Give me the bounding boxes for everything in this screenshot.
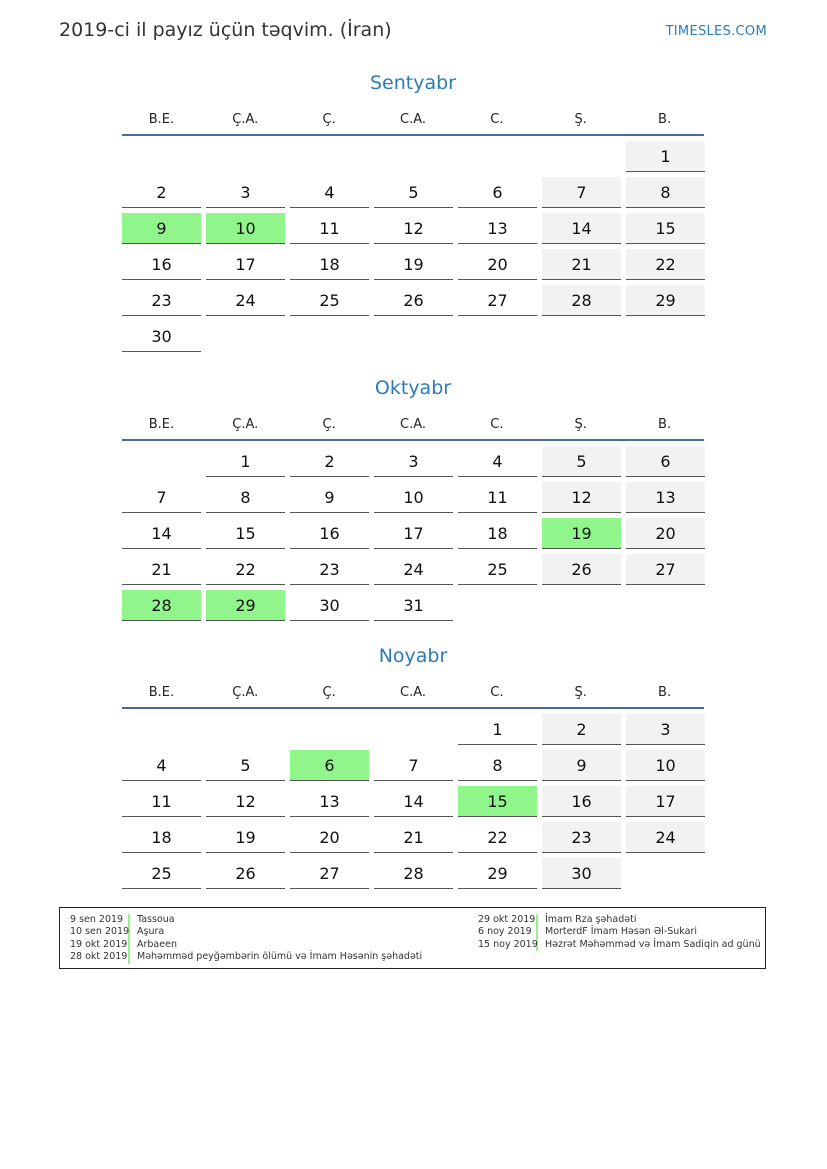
day-cell: 26 bbox=[206, 858, 285, 889]
weekday-label: C.A. bbox=[400, 112, 427, 127]
day-cell: 24 bbox=[206, 285, 285, 316]
site-link[interactable]: TIMESLES.COM bbox=[665, 24, 767, 39]
day-cell: 3 bbox=[374, 446, 453, 477]
weekday-label: C.A. bbox=[400, 685, 427, 700]
day-cell: 4 bbox=[122, 750, 201, 781]
weekday-label: B. bbox=[658, 112, 672, 127]
empty-cell bbox=[458, 141, 537, 172]
weekday-label: C. bbox=[490, 112, 504, 127]
day-cell: 31 bbox=[374, 590, 453, 621]
day-cell: 23 bbox=[122, 285, 201, 316]
day-grid bbox=[122, 446, 704, 621]
legend-date: 6 noy 2019 bbox=[468, 926, 538, 938]
day-cell: 27 bbox=[626, 554, 705, 585]
legend-date: 29 okt 2019 bbox=[468, 914, 538, 926]
holiday-day-cell: 15 bbox=[458, 786, 537, 817]
month-title: Noyabr bbox=[378, 645, 448, 667]
day-cell: 6 bbox=[458, 177, 537, 208]
weekday-label: C. bbox=[490, 685, 504, 700]
day-cell: 17 bbox=[626, 786, 705, 817]
empty-cell bbox=[122, 446, 201, 477]
day-cell: 26 bbox=[374, 285, 453, 316]
empty-cell bbox=[206, 141, 285, 172]
legend-date: 19 okt 2019 bbox=[60, 939, 130, 951]
day-cell: 9 bbox=[290, 482, 369, 513]
day-cell: 1 bbox=[458, 714, 537, 745]
day-cell: 1 bbox=[206, 446, 285, 477]
day-cell: 28 bbox=[542, 285, 621, 316]
day-cell: 25 bbox=[122, 858, 201, 889]
day-cell: 30 bbox=[542, 858, 621, 889]
weekday-label: Ç. bbox=[322, 417, 336, 432]
day-cell: 18 bbox=[290, 249, 369, 280]
weekday-label: B.E. bbox=[148, 112, 175, 127]
day-cell: 22 bbox=[626, 249, 705, 280]
day-cell: 7 bbox=[374, 750, 453, 781]
day-cell: 7 bbox=[542, 177, 621, 208]
day-cell: 12 bbox=[542, 482, 621, 513]
day-cell: 19 bbox=[206, 822, 285, 853]
month-september bbox=[122, 70, 704, 352]
day-cell: 29 bbox=[626, 285, 705, 316]
weekday-label: B.E. bbox=[148, 417, 175, 432]
day-cell: 23 bbox=[290, 554, 369, 585]
day-cell: 2 bbox=[290, 446, 369, 477]
day-cell: 15 bbox=[206, 518, 285, 549]
day-cell: 16 bbox=[122, 249, 201, 280]
day-cell: 8 bbox=[458, 750, 537, 781]
day-cell: 18 bbox=[458, 518, 537, 549]
legend-row bbox=[468, 926, 761, 938]
holiday-legend bbox=[59, 907, 766, 969]
day-cell: 14 bbox=[122, 518, 201, 549]
day-cell: 8 bbox=[206, 482, 285, 513]
day-cell: 16 bbox=[290, 518, 369, 549]
empty-cell bbox=[374, 141, 453, 172]
day-cell: 10 bbox=[626, 750, 705, 781]
day-cell: 11 bbox=[290, 213, 369, 244]
weekday-label: Ç.A. bbox=[232, 685, 259, 700]
day-cell: 6 bbox=[626, 446, 705, 477]
holiday-day-cell: 19 bbox=[542, 518, 621, 549]
day-cell: 2 bbox=[542, 714, 621, 745]
day-cell: 2 bbox=[122, 177, 201, 208]
empty-cell bbox=[542, 141, 621, 172]
day-cell: 3 bbox=[206, 177, 285, 208]
day-cell: 19 bbox=[374, 249, 453, 280]
day-cell: 13 bbox=[458, 213, 537, 244]
day-cell: 5 bbox=[206, 750, 285, 781]
legend-row bbox=[60, 926, 422, 938]
day-cell: 13 bbox=[290, 786, 369, 817]
legend-holiday-name: Aşura bbox=[137, 926, 165, 938]
day-grid bbox=[122, 714, 704, 889]
day-cell: 7 bbox=[122, 482, 201, 513]
weekday-label: Ş. bbox=[574, 417, 587, 432]
day-cell: 16 bbox=[542, 786, 621, 817]
holiday-day-cell: 6 bbox=[290, 750, 369, 781]
day-cell: 21 bbox=[542, 249, 621, 280]
legend-column-right bbox=[468, 914, 761, 951]
day-cell: 3 bbox=[626, 714, 705, 745]
day-cell: 9 bbox=[542, 750, 621, 781]
empty-cell bbox=[122, 714, 201, 745]
day-cell: 14 bbox=[542, 213, 621, 244]
empty-cell bbox=[290, 141, 369, 172]
weekday-label: B.E. bbox=[148, 685, 175, 700]
holiday-day-cell: 28 bbox=[122, 590, 201, 621]
day-cell: 24 bbox=[374, 554, 453, 585]
day-cell: 11 bbox=[122, 786, 201, 817]
day-cell: 27 bbox=[458, 285, 537, 316]
day-cell: 22 bbox=[458, 822, 537, 853]
day-cell: 21 bbox=[122, 554, 201, 585]
page-title: 2019-ci il payız üçün təqvim. (İran) bbox=[59, 19, 392, 41]
empty-cell bbox=[374, 714, 453, 745]
legend-row bbox=[60, 951, 422, 963]
weekday-label: Ç. bbox=[322, 685, 336, 700]
weekday-label: C. bbox=[490, 417, 504, 432]
month-title: Oktyabr bbox=[374, 377, 452, 399]
empty-cell bbox=[290, 714, 369, 745]
day-cell: 1 bbox=[626, 141, 705, 172]
weekday-label: B. bbox=[658, 685, 672, 700]
day-cell: 17 bbox=[206, 249, 285, 280]
weekday-header bbox=[122, 685, 704, 709]
weekday-label: Ç. bbox=[322, 112, 336, 127]
day-cell: 20 bbox=[626, 518, 705, 549]
day-cell: 5 bbox=[374, 177, 453, 208]
day-cell: 15 bbox=[626, 213, 705, 244]
legend-date: 9 sen 2019 bbox=[60, 914, 130, 926]
day-cell: 23 bbox=[542, 822, 621, 853]
day-cell: 30 bbox=[290, 590, 369, 621]
legend-row bbox=[468, 914, 761, 926]
day-cell: 4 bbox=[290, 177, 369, 208]
day-cell: 21 bbox=[374, 822, 453, 853]
day-cell: 17 bbox=[374, 518, 453, 549]
month-october bbox=[122, 375, 704, 621]
month-title: Sentyabr bbox=[369, 72, 456, 94]
weekday-label: Ç.A. bbox=[232, 112, 259, 127]
holiday-day-cell: 9 bbox=[122, 213, 201, 244]
weekday-header bbox=[122, 112, 704, 136]
legend-holiday-name: Həzrət Məhəmməd və İmam Sadiqin ad günü bbox=[545, 938, 761, 950]
legend-column-left bbox=[60, 914, 422, 964]
legend-holiday-name: Tassoua bbox=[137, 914, 175, 925]
weekday-label: Ş. bbox=[574, 685, 587, 700]
day-cell: 22 bbox=[206, 554, 285, 585]
day-cell: 25 bbox=[290, 285, 369, 316]
day-grid bbox=[122, 141, 704, 352]
day-cell: 29 bbox=[458, 858, 537, 889]
empty-cell bbox=[206, 714, 285, 745]
day-cell: 8 bbox=[626, 177, 705, 208]
month-november bbox=[122, 643, 704, 889]
weekday-label: Ç.A. bbox=[232, 417, 259, 432]
weekday-label: Ş. bbox=[574, 112, 587, 127]
day-cell: 13 bbox=[626, 482, 705, 513]
day-cell: 24 bbox=[626, 822, 705, 853]
legend-row bbox=[60, 939, 422, 951]
day-cell: 20 bbox=[290, 822, 369, 853]
legend-holiday-name: Arbaeen bbox=[137, 938, 177, 950]
day-cell: 18 bbox=[122, 822, 201, 853]
day-cell: 27 bbox=[290, 858, 369, 889]
day-cell: 12 bbox=[206, 786, 285, 817]
holiday-day-cell: 29 bbox=[206, 590, 285, 621]
day-cell: 28 bbox=[374, 858, 453, 889]
day-cell: 20 bbox=[458, 249, 537, 280]
legend-date: 15 noy 2019 bbox=[468, 939, 538, 951]
day-cell: 30 bbox=[122, 321, 201, 352]
day-cell: 26 bbox=[542, 554, 621, 585]
legend-row bbox=[60, 914, 422, 926]
legend-row bbox=[468, 939, 761, 951]
day-cell: 14 bbox=[374, 786, 453, 817]
day-cell: 11 bbox=[458, 482, 537, 513]
legend-holiday-name: İmam Rza şəhadəti bbox=[545, 914, 637, 925]
day-cell: 12 bbox=[374, 213, 453, 244]
holiday-day-cell: 10 bbox=[206, 213, 285, 244]
weekday-header bbox=[122, 417, 704, 441]
legend-date: 10 sen 2019 bbox=[60, 926, 130, 938]
weekday-label: B. bbox=[658, 417, 672, 432]
legend-holiday-name: Məhəmməd peyğəmbərin ölümü və İmam Həsənin şəhadəti bbox=[137, 951, 423, 963]
legend-holiday-name: MorterdF İmam Həsən Əl-Sukari bbox=[545, 926, 698, 938]
legend-date: 28 okt 2019 bbox=[60, 951, 130, 963]
day-cell: 25 bbox=[458, 554, 537, 585]
day-cell: 4 bbox=[458, 446, 537, 477]
weekday-label: C.A. bbox=[400, 417, 427, 432]
day-cell: 5 bbox=[542, 446, 621, 477]
empty-cell bbox=[122, 141, 201, 172]
day-cell: 10 bbox=[374, 482, 453, 513]
